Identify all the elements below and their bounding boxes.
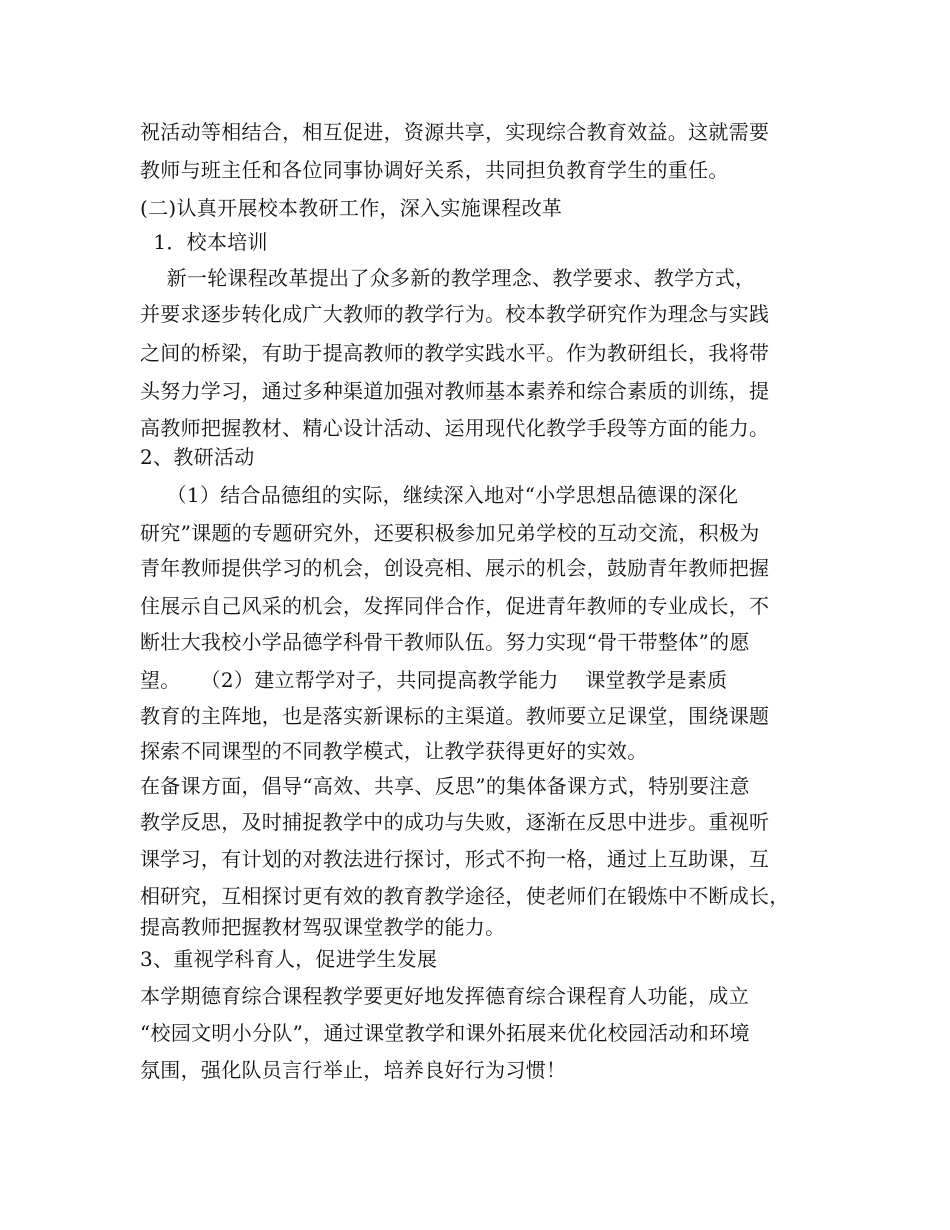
paragraph-line: 在备课方面，倡导“高效、共享、反思”的集体备课方式，特别要注意 bbox=[140, 774, 750, 798]
paragraph-line: 教师与班主任和各位同事协调好关系，共同担负教育学生的重任。 bbox=[140, 158, 729, 182]
subsection-heading: 2、教研活动 bbox=[140, 445, 255, 469]
paragraph-line: 头努力学习，通过多种渠道加强对教师基本素养和综合素质的训练，提 bbox=[140, 379, 770, 403]
paragraph-line: 新一轮课程改革提出了众多新的教学理念、教学要求、教学方式， bbox=[140, 266, 756, 290]
paragraph-line: 住展示自己风采的机会，发挥同伴合作，促进青年教师的专业成长，不 bbox=[140, 594, 770, 618]
paragraph-line: 研究”课题的专题研究外，还要积极参加兄弟学校的互动交流，积极为 bbox=[140, 521, 760, 545]
subsection-heading: 1．校本培训 bbox=[140, 230, 268, 254]
paragraph-line: 课学习，有计划的对教法进行探讨，形式不拘一格，通过上互助课，互 bbox=[140, 847, 770, 871]
paragraph-line: 氛围，强化队员言行举止，培养良好行为习惯！ bbox=[140, 1058, 567, 1082]
paragraph-line: （1）结合品德组的实际，继续深入地对“小学思想品德课的深化 bbox=[140, 483, 739, 507]
paragraph-line: 提高教师把握教材驾驭课堂教学的能力。 bbox=[140, 915, 506, 939]
paragraph-line: 教学反思，及时捕捉教学中的成功与失败，逐渐在反思中进步。重视听 bbox=[140, 810, 770, 834]
paragraph-line: 望。 （2）建立帮学对子，共同提高教学能力 课堂教学是素质 bbox=[140, 668, 728, 692]
paragraph-line: 探索不同课型的不同教学模式，让教学获得更好的实效。 bbox=[140, 739, 648, 763]
paragraph-line: “校园文明小分队”，通过课堂教学和课外拓展来优化校园活动和环境 bbox=[140, 1021, 750, 1045]
paragraph-line: 祝活动等相结合，相互促进，资源共享，实现综合教育效益。这就需要 bbox=[140, 120, 770, 144]
paragraph-line: 相研究，互相探讨更有效的教育教学途径，使老师们在锻炼中不断成长， bbox=[140, 884, 790, 908]
paragraph-line: 高教师把握教材、精心设计活动、运用现代化教学手段等方面的能力。 bbox=[140, 416, 770, 440]
paragraph-line: 青年教师提供学习的机会，创设亮相、展示的机会，鼓励青年教师把握 bbox=[140, 556, 770, 580]
paragraph-line: 并要求逐步转化成广大教师的教学行为。校本教学研究作为理念与实践 bbox=[140, 302, 770, 326]
paragraph-line: 教育的主阵地，也是落实新课标的主渠道。教师要立足课堂，围绕课题 bbox=[140, 704, 770, 728]
subsection-heading: 3、重视学科育人，促进学生发展 bbox=[140, 947, 438, 971]
paragraph-line: 之间的桥梁，有助于提高教师的教学实践水平。作为教研组长，我将带 bbox=[140, 341, 770, 365]
paragraph-line: 断壮大我校小学品德学科骨干教师队伍。努力实现“骨干带整体”的愿 bbox=[140, 630, 750, 654]
section-heading: (二)认真开展校本教研工作，深入实施课程改革 bbox=[140, 196, 563, 220]
paragraph-line: 本学期德育综合课程教学要更好地发挥德育综合课程育人功能，成立 bbox=[140, 984, 749, 1008]
